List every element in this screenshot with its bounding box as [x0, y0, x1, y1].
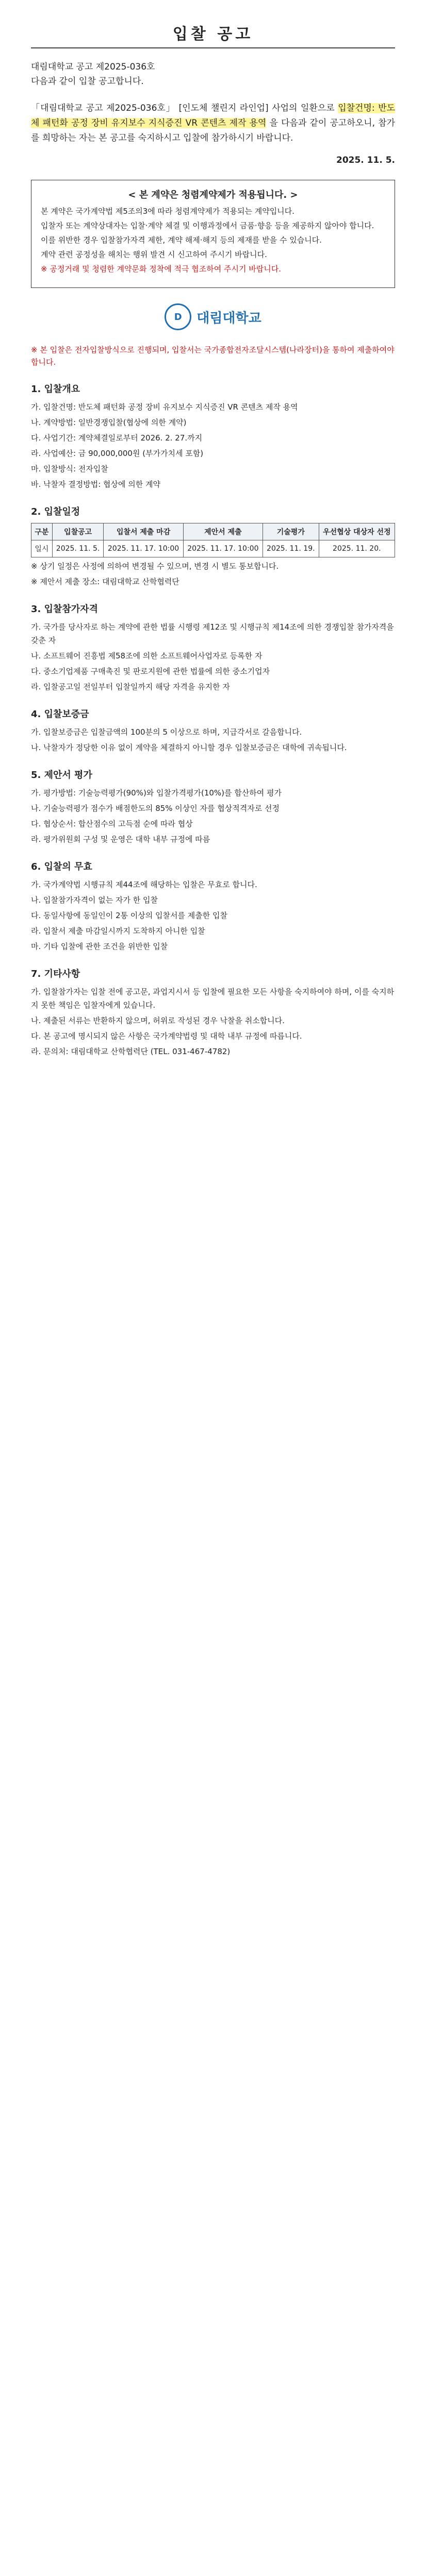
schedule-table [31, 523, 395, 557]
university-logo [151, 301, 275, 332]
notice-lead: 다음과 같이 입찰 공고합니다. [31, 76, 144, 87]
integrity-line-3: 이를 위반한 경우 입찰참가자격 제한, 계약 해제·해지 등의 제재를 받을 수 있습니다. [41, 235, 322, 245]
section-item: 가. 국가계약법 시행규칙 제44조에 해당하는 입찰은 무효로 합니다. [31, 880, 257, 889]
notice-number: 대림대학교 공고 제2025-036호 [31, 62, 155, 72]
page-title: 입찰 공고 [172, 25, 254, 43]
section-item: 가. 입찰참가자는 입찰 전에 공고문, 과업지시서 등 입찰에 필요한 모든 사항을 숙지하여야 하며, 이를 숙지하지 못한 책임은 입찰자에게 있습니다. [31, 987, 395, 1010]
section-item: 나. 계약방법: 일반경쟁입찰(협상에 의한 계약) [31, 418, 187, 427]
table-header: 입찰서 제출 마감 [104, 523, 183, 540]
section-item: 나. 입찰참가자격이 없는 자가 한 입찰 [31, 895, 158, 905]
table-header: 우선협상 대상자 선정 [319, 523, 395, 540]
section-title: 7. 기타사항 [31, 969, 80, 979]
section-title: 2. 입찰일정 [31, 506, 80, 517]
section-item: 다. 중소기업제품 구매촉진 및 판로지원에 관한 법률에 의한 중소기업자 [31, 667, 270, 676]
section-item: 마. 입찰방식: 전자입찰 [31, 464, 108, 473]
integrity-box [31, 180, 395, 288]
section-item: 라. 입찰서 제출 마감일시까지 도착하지 아니한 입찰 [31, 926, 205, 936]
section-item: 다. 동일사항에 동일인이 2통 이상의 입찰서를 제출한 입찰 [31, 911, 227, 920]
section-item: 나. 소프트웨어 진흥법 제58조에 의한 소프트웨어사업자로 등록한 자 [31, 651, 263, 660]
section-title: 6. 입찰의 무효 [31, 861, 92, 872]
table-header: 제안서 제출 [183, 523, 263, 540]
section-item: 라. 평가위원회 구성 및 운영은 대학 내부 규정에 따름 [31, 835, 210, 844]
table-cell: 2025. 11. 17. 10:00 [183, 540, 263, 557]
table-cell: 2025. 11. 19. [263, 540, 319, 557]
integrity-box-title: < 본 계약은 청렴계약제가 적용됩니다. > [128, 190, 298, 200]
table-cell: 일시 [31, 540, 53, 557]
red-notice: ※ 본 입찰은 전자입찰방식으로 진행되며, 입찰서는 국가종합전자조달시스템(나라장터)을 통하여 제출하여야 합니다. [31, 345, 395, 367]
section-item: 다. 사업기간: 계약체결일로부터 2026. 2. 27.까지 [31, 433, 203, 443]
section-item: ※ 제안서 제출 장소: 대림대학교 산학협력단 [31, 577, 179, 586]
section-schedule [31, 504, 395, 588]
table-header: 기술평가 [263, 523, 319, 540]
section-overview [31, 382, 395, 491]
logo-mark-icon: D [165, 303, 191, 330]
notice-date: 2025. 11. 5. [336, 155, 395, 165]
section-item: 가. 국가를 당사자로 하는 계약에 관한 법률 시행령 제12조 및 시행규칙 제14조에 의한 경쟁입찰 참가자격을 갖춘 자 [31, 622, 394, 645]
integrity-line-1: 본 계약은 국가계약법 제5조의3에 따라 청렴계약제가 적용되는 계약입니다. [41, 207, 294, 216]
section-item: 라. 문의처: 대림대학교 산학협력단 (TEL. 031-467-4782) [31, 1047, 231, 1056]
table-cell: 2025. 11. 17. 10:00 [104, 540, 183, 557]
section-title: 3. 입찰참가자격 [31, 604, 98, 615]
table-cell: 2025. 11. 20. [319, 540, 395, 557]
intro-suffix: 을 다음과 같이 공고하오니, 참가를 희망하는 자는 본 공고를 숙지하시고 입찰에 참가하시기 바랍니다. [31, 118, 395, 143]
section-other [31, 967, 395, 1058]
notice-meta [31, 60, 395, 89]
intro-prefix: 「대림대학교 공고 제2025-036호」 [인도체 챌린지 라인업] 사업의 일환으로 [31, 103, 335, 113]
section-item: 라. 사업예산: 금 90,000,000원 (부가가치세 포함) [31, 449, 204, 458]
section-item: 나. 제출된 서류는 반환하지 않으며, 허위로 작성된 경우 낙찰을 취소합니다. [31, 1016, 285, 1025]
section-item: 나. 낙찰자가 정당한 이유 없이 계약을 체결하지 아니할 경우 입찰보증금은 대학에 귀속됩니다. [31, 743, 347, 752]
integrity-line-4: 계약 관련 공정성을 해치는 행위 발견 시 신고하여 주시기 바랍니다. [41, 250, 267, 259]
section-item: 가. 입찰건명: 반도체 패턴화 공정 장비 유지보수 지식증진 VR 콘텐츠 제작 용역 [31, 402, 298, 412]
title-bar [31, 18, 395, 48]
section-item: 가. 입찰보증금은 입찰금액의 100분의 5 이상으로 하며, 지급각서로 갈음합니다. [31, 727, 302, 737]
document-page [0, 18, 426, 2576]
section-item: 다. 본 공고에 명시되지 않은 사항은 국가계약법령 및 대학 내부 규정에 따릅니다. [31, 1031, 302, 1041]
section-evaluation [31, 768, 395, 846]
intro-highlight: 입찰건명: 반도체 패턴화 공정 장비 유지보수 지식증진 VR 콘텐츠 제작 용역 [31, 103, 395, 128]
table-cell: 2025. 11. 5. [52, 540, 104, 557]
integrity-red-line: ※ 공정거래 및 청렴한 계약문화 정착에 적극 협조하여 주시기 바랍니다. [41, 264, 281, 274]
section-item: 마. 기타 입찰에 관한 조건을 위반한 입찰 [31, 942, 168, 951]
section-item: 나. 기술능력평가 점수가 배점한도의 85% 이상인 자를 협상적격자로 선정 [31, 804, 280, 813]
logo-name: 대림대학교 [196, 310, 261, 326]
table-row [31, 540, 395, 557]
intro-paragraph [31, 101, 395, 146]
section-item: 가. 평가방법: 기술능력평가(90%)와 입찰가격평가(10%)를 합산하여 평가 [31, 788, 282, 798]
section-item: ※ 상기 일정은 사정에 의하여 변경될 수 있으며, 변경 시 별도 통보합니다. [31, 562, 279, 571]
section-invalid-bids [31, 859, 395, 953]
section-item: 다. 협상순서: 합산점수의 고득점 순에 따라 협상 [31, 819, 193, 828]
section-item: 바. 낙찰자 결정방법: 협상에 의한 계약 [31, 480, 161, 489]
table-header: 입찰공고 [52, 523, 104, 540]
section-title: 5. 제안서 평가 [31, 770, 92, 781]
section-title: 1. 입찰개요 [31, 384, 80, 395]
section-eligibility [31, 602, 395, 693]
section-deposit [31, 707, 395, 754]
section-title: 4. 입찰보증금 [31, 709, 89, 720]
section-item: 라. 입찰공고일 전일부터 입찰일까지 해당 자격을 유지한 자 [31, 682, 230, 691]
integrity-line-2: 입찰자 또는 계약상대자는 입찰·계약 체결 및 이행과정에서 금품·향응 등을 제공하지 않아야 합니다. [41, 221, 374, 230]
table-header: 구분 [31, 523, 53, 540]
